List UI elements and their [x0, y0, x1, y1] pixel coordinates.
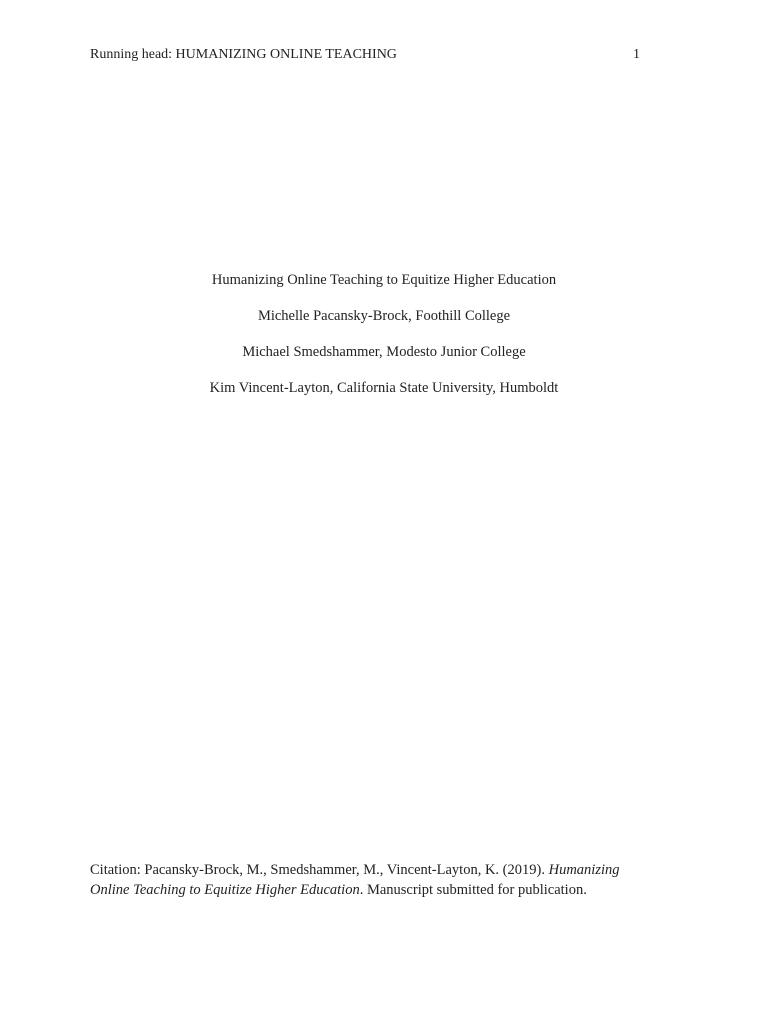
- author-line: Michael Smedshammer, Modesto Junior College: [242, 344, 526, 360]
- running-head: Running head: HUMANIZING ONLINE TEACHING: [90, 47, 397, 62]
- title-block: [0, 271, 768, 415]
- author-line: Michelle Pacansky-Brock, Foothill College: [257, 308, 511, 324]
- page-number: 1: [633, 47, 640, 62]
- citation-title: Humanizing Online Teaching to Equitize Higher Education: [90, 862, 620, 898]
- citation: [90, 860, 650, 900]
- page-header: [90, 46, 640, 66]
- citation-suffix: . Manuscript submitted for publication.: [359, 882, 587, 898]
- citation-prefix: Citation: Pacansky-Brock, M., Smedshammer, M., Vincent-Layton, K. (2019).: [90, 862, 549, 878]
- document-title: Humanizing Online Teaching to Equitize Higher Education: [211, 272, 557, 288]
- author-line: Kim Vincent-Layton, California State University, Humboldt: [209, 380, 559, 396]
